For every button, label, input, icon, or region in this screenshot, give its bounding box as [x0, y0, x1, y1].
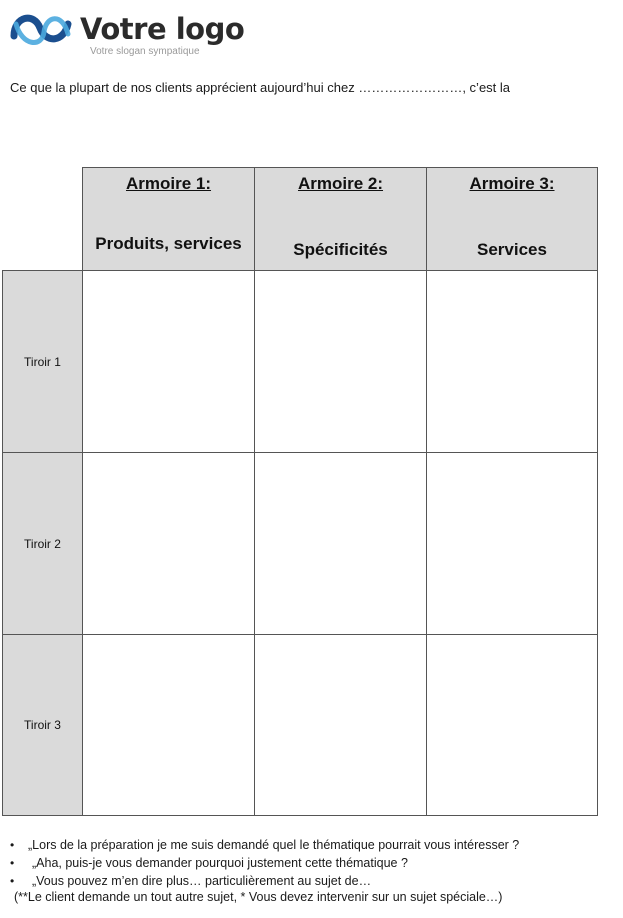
logo-slogan: Votre slogan sympatique	[90, 46, 200, 57]
row-header-tiroir-1	[2, 270, 83, 453]
column-header-armoire-2	[254, 167, 427, 271]
table-cell[interactable]	[82, 452, 255, 635]
column-header-armoire-1	[82, 167, 255, 271]
column-subtitle: Spécificités	[293, 240, 388, 259]
table-cell[interactable]	[254, 270, 427, 453]
note-text: „Aha, puis-je vous demander pourquoi justement cette thématique ?	[32, 856, 408, 870]
row-header-tiroir-3	[2, 634, 83, 816]
column-subtitle: Services	[477, 240, 547, 259]
column-title: Armoire 1:	[125, 174, 212, 193]
row-label: Tiroir 2	[24, 536, 61, 551]
table-cell[interactable]	[254, 452, 427, 635]
table-cell[interactable]	[426, 634, 598, 816]
table-cell[interactable]	[426, 452, 598, 635]
column-subtitle: Produits, services	[95, 234, 242, 253]
logo	[8, 6, 245, 57]
intro-text: Ce que la plupart de nos clients apprécient aujourd’hui chez ……………………, c’est la	[10, 80, 511, 95]
bullet-icon: •	[10, 838, 15, 852]
column-title: Armoire 3:	[469, 174, 555, 193]
bullet-icon: •	[10, 856, 15, 870]
note-text: „Lors de la préparation je me suis demandé quel le thématique pourrait vous intéresser ?	[28, 838, 520, 852]
bullet-icon: •	[10, 874, 15, 888]
table-cell[interactable]	[254, 634, 427, 816]
swirl-logo-icon	[8, 6, 74, 54]
table-cell[interactable]	[82, 634, 255, 816]
footnote: (**Le client demande un tout autre sujet, * Vous devez intervenir sur un sujet spéciale…)	[14, 890, 503, 904]
note-text: „Vous pouvez m’en dire plus… particulièrement au sujet de…	[32, 874, 372, 888]
row-label: Tiroir 3	[24, 718, 61, 732]
table-cell[interactable]	[426, 270, 598, 453]
logo-title: Votre logo	[80, 12, 245, 46]
row-header-tiroir-2	[2, 452, 83, 635]
column-header-armoire-3	[426, 167, 598, 271]
row-label: Tiroir 1	[24, 354, 61, 369]
column-title: Armoire 2:	[297, 174, 384, 193]
table-cell[interactable]	[82, 270, 255, 453]
